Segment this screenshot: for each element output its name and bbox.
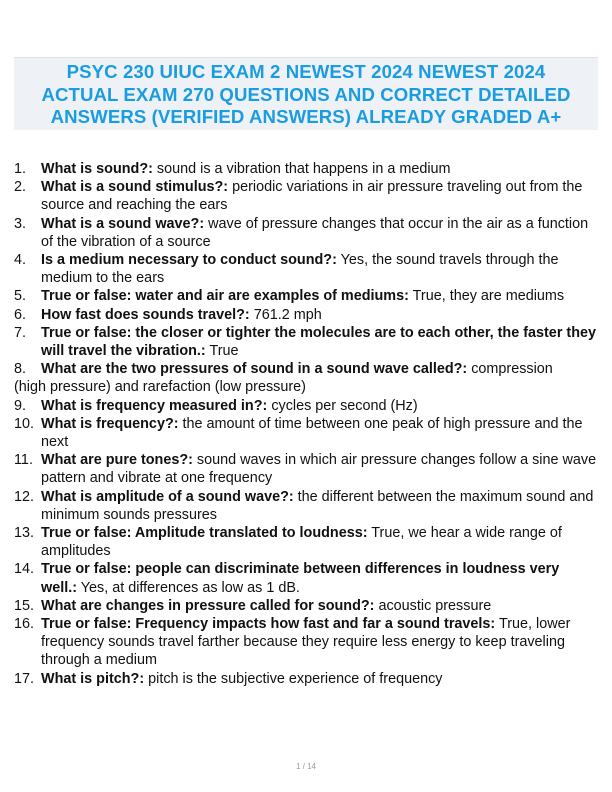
item-number: 15.	[14, 597, 35, 614]
item-question: What is amplitude of a sound wave?:	[41, 488, 294, 505]
list-item	[14, 560, 598, 596]
list-item	[14, 251, 598, 287]
item-question: What is frequency measured in?:	[41, 397, 268, 414]
list-item	[14, 524, 598, 560]
item-answer: True	[209, 343, 239, 360]
item-number: 4.	[14, 252, 27, 269]
item-question: True or false: Frequency impacts how fast and far a sound travels:	[41, 616, 496, 633]
continuation-text: (high pressure) and rarefaction (low pressure)	[14, 379, 306, 396]
item-answer: sound is a vibration that happens in a medium	[156, 161, 451, 177]
list-item	[14, 415, 598, 451]
item-number: 5.	[14, 288, 27, 305]
list-item	[14, 287, 598, 305]
item-answer: Yes, the sound travels through the medium to the ears	[41, 252, 559, 287]
item-number: 9.	[14, 397, 27, 414]
item-question: What are the two pressures of sound in a sound wave called?:	[41, 361, 468, 378]
title-line: ANSWERS (VERIFIED ANSWERS) ALREADY GRADED A+	[50, 106, 562, 128]
item-number: 17.	[14, 670, 35, 687]
list-item	[14, 215, 598, 251]
item-question: True or false: water and air are examples of mediums:	[41, 288, 409, 305]
item-question: What is a sound wave?:	[41, 215, 205, 232]
item-number: 8.	[14, 361, 27, 378]
item-number: 12.	[14, 488, 35, 505]
item-answer: compression	[471, 361, 553, 378]
list-item	[14, 306, 598, 324]
item-answer: pitch is the subjective experience of frequency	[148, 670, 443, 687]
item-number: 13.	[14, 525, 35, 542]
item-question: True or false: people can discriminate between differences in loudness very well.:	[41, 561, 560, 596]
page-indicator: 1 / 14	[295, 762, 316, 771]
item-question: True or false: the closer or tighter the molecules are to each other, the faster they will travel the vibration.:	[41, 324, 597, 360]
item-question: What is a sound stimulus?:	[41, 179, 229, 196]
item-answer: sound waves in which air pressure changes follow a sine wave pattern and vibrate at one frequency	[41, 452, 597, 487]
item-question: Is a medium necessary to conduct sound?:	[41, 252, 337, 269]
title-line: ACTUAL EXAM 270 QUESTIONS AND CORRECT DETAILED	[41, 83, 571, 105]
item-answer: True, we hear a wide range of amplitudes	[41, 525, 562, 560]
item-number: 11.	[14, 452, 33, 469]
list-item	[14, 615, 598, 670]
item-question: True or false: Amplitude translated to loudness:	[41, 525, 368, 542]
item-question: What are pure tones?:	[41, 452, 193, 469]
item-number: 10.	[14, 415, 35, 432]
title-line: PSYC 230 UIUC EXAM 2 NEWEST 2024 NEWEST 2024	[66, 61, 546, 82]
item-number: 16.	[14, 616, 35, 633]
item-answer: cycles per second (Hz)	[271, 397, 418, 414]
item-answer: the amount of time between one peak of high pressure and the next	[41, 415, 583, 451]
item-answer: Yes, at differences as low as 1 dB.	[80, 579, 300, 596]
item-number: 7.	[14, 324, 27, 341]
item-answer: acoustic pressure	[378, 597, 492, 614]
document-title	[14, 61, 598, 129]
item-number: 1.	[14, 161, 27, 177]
item-number: 2.	[14, 179, 27, 196]
item-question: What are changes in pressure called for sound?:	[41, 597, 375, 614]
item-question: How fast does sounds travel?:	[41, 306, 250, 323]
item-answer: the different between the maximum sound and minimum sounds pressures	[41, 488, 594, 523]
list-item	[14, 324, 598, 360]
question-list	[14, 160, 598, 688]
list-item	[14, 178, 598, 214]
item-number: 14.	[14, 561, 35, 578]
item-question: What is frequency?:	[41, 415, 179, 432]
item-number: 6.	[14, 306, 27, 323]
list-item	[14, 160, 598, 178]
list-item	[14, 360, 598, 378]
item-answer: 761.2 mph	[253, 306, 322, 323]
item-answer: wave of pressure changes that occur in the air as a function of the vibration of a source	[41, 215, 589, 250]
list-item	[14, 670, 598, 688]
list-item	[14, 451, 598, 487]
list-item	[14, 597, 598, 615]
item-question: What is sound?:	[41, 161, 153, 177]
item-number: 3.	[14, 215, 27, 232]
item-answer: True, lower frequency sounds travel farther because they require less energy to keep traveling through a medium	[41, 616, 571, 669]
list-item	[14, 397, 598, 415]
item-answer: periodic variations in air pressure traveling out from the source and reaching the ears	[41, 179, 583, 214]
list-item	[14, 488, 598, 524]
item-question: What is pitch?:	[41, 670, 145, 687]
item-answer: True, they are mediums	[412, 288, 565, 305]
title-banner	[14, 57, 598, 130]
